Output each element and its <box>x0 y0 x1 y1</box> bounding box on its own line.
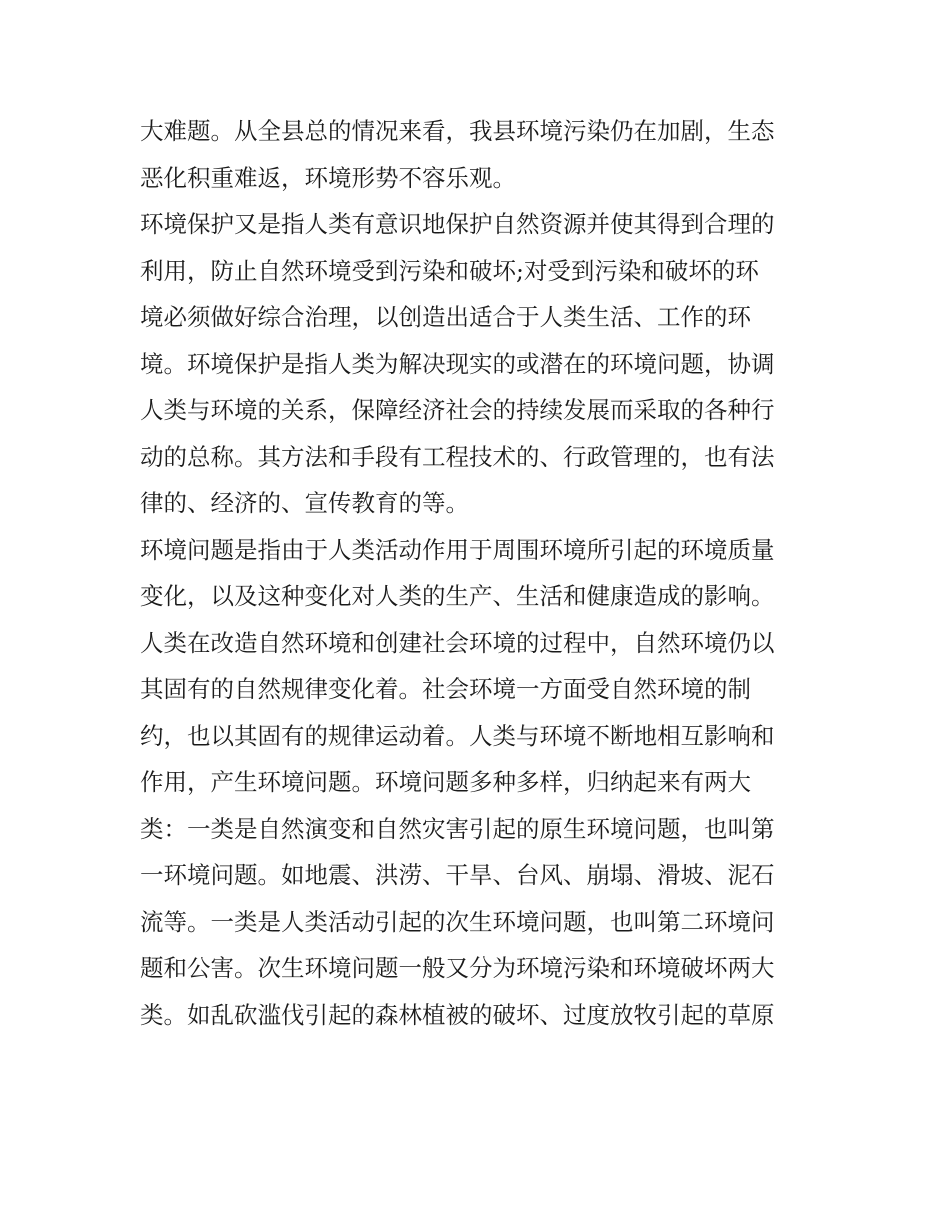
paragraph <box>140 201 812 527</box>
text-line: 类。如乱砍滥伐引起的森林植被的破坏、过度放牧引起的草原 <box>140 1000 775 1029</box>
text-line: 约，也以其固有的规律运动着。人类与环境不断地相互影响和 <box>140 721 775 750</box>
text-line: 境必须做好综合治理，以创造出适合于人类生活、工作的环 <box>140 303 751 331</box>
text-line: 作用，产生环境问题。环境问题多种多样，归纳起来有两大 <box>140 768 751 796</box>
document-body <box>140 108 812 1038</box>
text-line: 大难题。从全县总的情况来看，我县环境污染仍在加剧，生态 <box>140 117 775 145</box>
text-line: 环境保护又是指人类有意识地保护自然资源并使其得到合理的 <box>140 210 775 238</box>
text-line: 利用，防止自然环境受到污染和破坏;对受到污染和破坏的环 <box>140 256 759 285</box>
paragraph <box>140 527 812 1039</box>
text-line: 题和公害。次生环境问题一般又分为环境污染和环境破坏两大 <box>140 954 775 982</box>
text-line: 动的总称。其方法和手段有工程技术的、行政管理的，也有法 <box>140 442 775 471</box>
text-line: 环境问题是指由于人类活动作用于周围环境所引起的环境质量 <box>140 535 775 564</box>
text-line: 律的、经济的、宣传教育的等。 <box>140 489 469 517</box>
text-line: 流等。一类是人类活动引起的次生环境问题，也叫第二环境问 <box>140 907 775 936</box>
text-line: 境。环境保护是指人类为解决现实的或潜在的环境问题，协调 <box>140 349 775 378</box>
text-line: 类：一类是自然演变和自然灾害引起的原生环境问题，也叫第 <box>140 814 775 843</box>
text-line: 人类与环境的关系，保障经济社会的持续发展而采取的各种行 <box>140 396 775 424</box>
paragraph <box>140 108 812 201</box>
text-line: 一环境问题。如地震、洪涝、干旱、台风、崩塌、滑坡、泥石 <box>140 861 775 889</box>
text-line: 恶化积重难返，环境形势不容乐观。 <box>140 163 516 192</box>
text-line: 人类在改造自然环境和创建社会环境的过程中，自然环境仍以 <box>140 628 775 657</box>
text-line: 其固有的自然规律变化着。社会环境一方面受自然环境的制 <box>140 675 751 703</box>
text-line: 变化，以及这种变化对人类的生产、生活和健康造成的影响。 <box>140 582 775 610</box>
